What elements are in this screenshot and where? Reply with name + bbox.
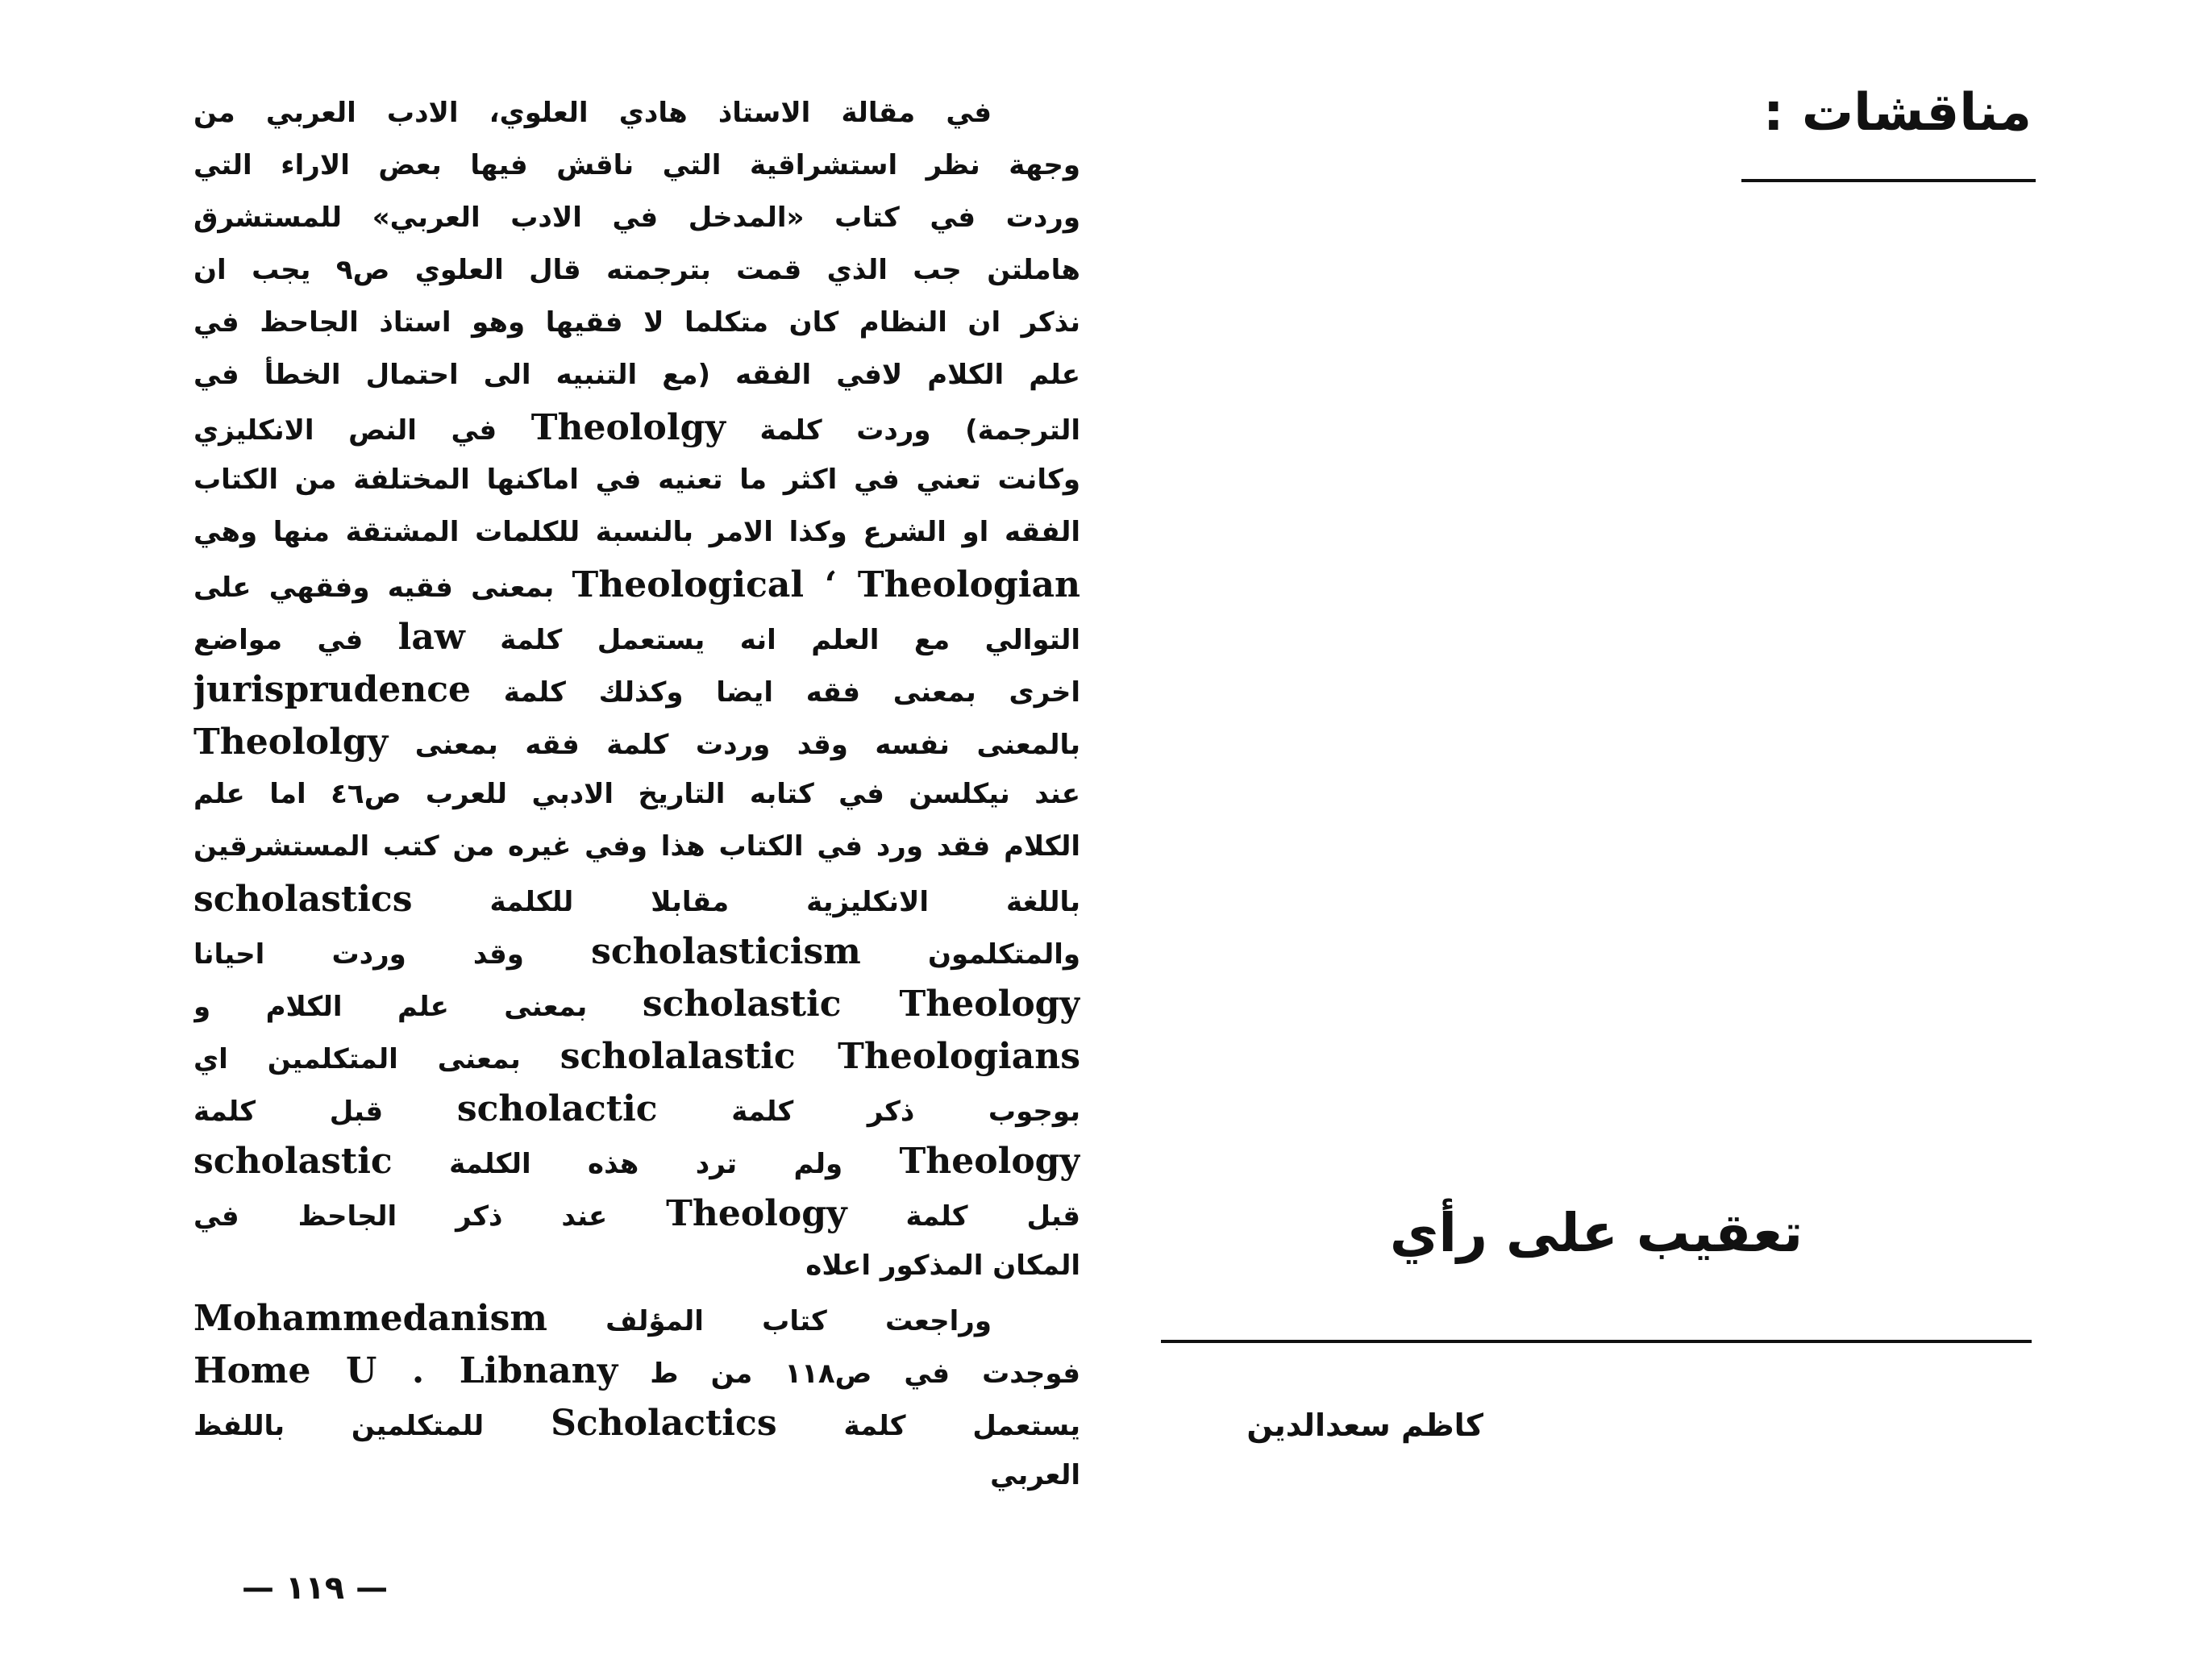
body-line: الكلام فقد ورد في الكتاب هذا وفي غيره من كتب المستشرقين — [193, 830, 1080, 863]
latin-term: Theololgy — [530, 407, 726, 448]
body-line: المكان المذكور اعلاه — [805, 1250, 1080, 1282]
body-line: Theology ولم ترد هذه الكلمة scholastic — [193, 1141, 1080, 1182]
body-line: عند نيكلسن في كتابه التاريخ الادبي للعرب ص٤٦ اما علم — [193, 778, 1080, 810]
body-line: يستعمل كلمة Scholactics للمتكلمين باللفظ — [193, 1403, 1080, 1444]
body-line: باللغة الانكليزية مقابلا للكلمة scholastics — [193, 879, 1080, 920]
latin-term: scholactic — [456, 1088, 658, 1129]
body-line: وجهة نظر استشراقية التي ناقش فيها بعض الاراء التي — [193, 149, 1080, 181]
body-line: التوالي مع العلم انه يستعمل كلمة law في مواضع — [193, 617, 1080, 658]
body-line: الترجمة) وردت كلمة Theololgy في النص الانكليزي — [193, 407, 1080, 448]
latin-term: scholastic Theology — [642, 983, 1080, 1025]
body-line: فوجدت في ص١١٨ من ط Home U . Libnany — [193, 1350, 1080, 1391]
body-line: وكانت تعني في اكثر ما تعنيه في اماكنها المختلفة من الكتاب — [193, 464, 1080, 496]
body-line: scholastic Theology بمعنى علم الكلام و — [193, 983, 1080, 1025]
section-label-rule — [1741, 179, 2036, 182]
body-line: والمتكلمون scholasticism وقد وردت احيانا — [193, 931, 1080, 972]
latin-term: Mohammedanism — [193, 1298, 547, 1339]
latin-term: scholastics — [193, 879, 413, 920]
latin-term: Theology — [666, 1193, 847, 1234]
latin-term: Theololgy — [193, 721, 389, 763]
page-number: — ١١٩ — — [242, 1570, 389, 1607]
author-name: كاظم سعدالدين — [1246, 1408, 1483, 1443]
body-line: scholalastic Theologians بمعنى المتكلمين اي — [193, 1036, 1080, 1077]
section-label: مناقشات : — [1762, 83, 2032, 143]
body-line: هاملتن جب الذي قمت بترجمته قال العلوي ص٩ يجب ان — [193, 254, 1080, 286]
latin-term: Scholactics — [551, 1403, 777, 1444]
body-line: وراجعت كتاب المؤلف Mohammedanism — [193, 1298, 992, 1339]
body-line: قبل كلمة Theology عند ذكر الجاحظ في — [193, 1193, 1080, 1234]
latin-term: scholastic — [193, 1141, 393, 1182]
latin-term: jurisprudence — [193, 669, 472, 710]
body-line: اخرى بمعنى فقه ايضا وكذلك كلمة jurisprudence — [193, 669, 1080, 710]
body-line: بالمعنى نفسه وقد وردت كلمة فقه بمعنى Theololgy — [193, 721, 1080, 763]
body-line: نذكر ان النظام كان متكلما لا فقيها وهو استاذ الجاحظ في — [193, 306, 1080, 339]
latin-term: Theological ‘ Theologian — [572, 564, 1080, 605]
latin-term: law — [397, 617, 465, 658]
article-body — [193, 87, 1080, 1502]
title-rule — [1161, 1340, 2032, 1343]
latin-term: scholalastic Theologians — [560, 1036, 1080, 1077]
body-line: وردت في كتاب «المدخل في الادب العربي» للمستشرق — [193, 202, 1080, 234]
article-title: تعقيب على رأي — [1389, 1202, 1803, 1264]
body-line: بوجوب ذكر كلمة scholactic قبل كلمة — [193, 1088, 1080, 1129]
latin-term: Theology — [899, 1141, 1080, 1182]
body-line: علم الكلام لافي الفقه (مع التنبيه الى احتمال الخطأ في — [193, 359, 1080, 391]
body-line: الفقه او الشرع وكذا الامر بالنسبة للكلمات المشتقة منها وهي — [193, 516, 1080, 548]
body-line: العربي — [990, 1459, 1080, 1491]
body-line: في مقالة الاستاذ هادي العلوي، الادب العربي من — [193, 97, 992, 129]
latin-term: Home U . Libnany — [193, 1350, 618, 1391]
latin-term: scholasticism — [591, 931, 861, 972]
body-line: Theological ‘ Theologian بمعنى فقيه وفقهي على — [193, 564, 1080, 605]
